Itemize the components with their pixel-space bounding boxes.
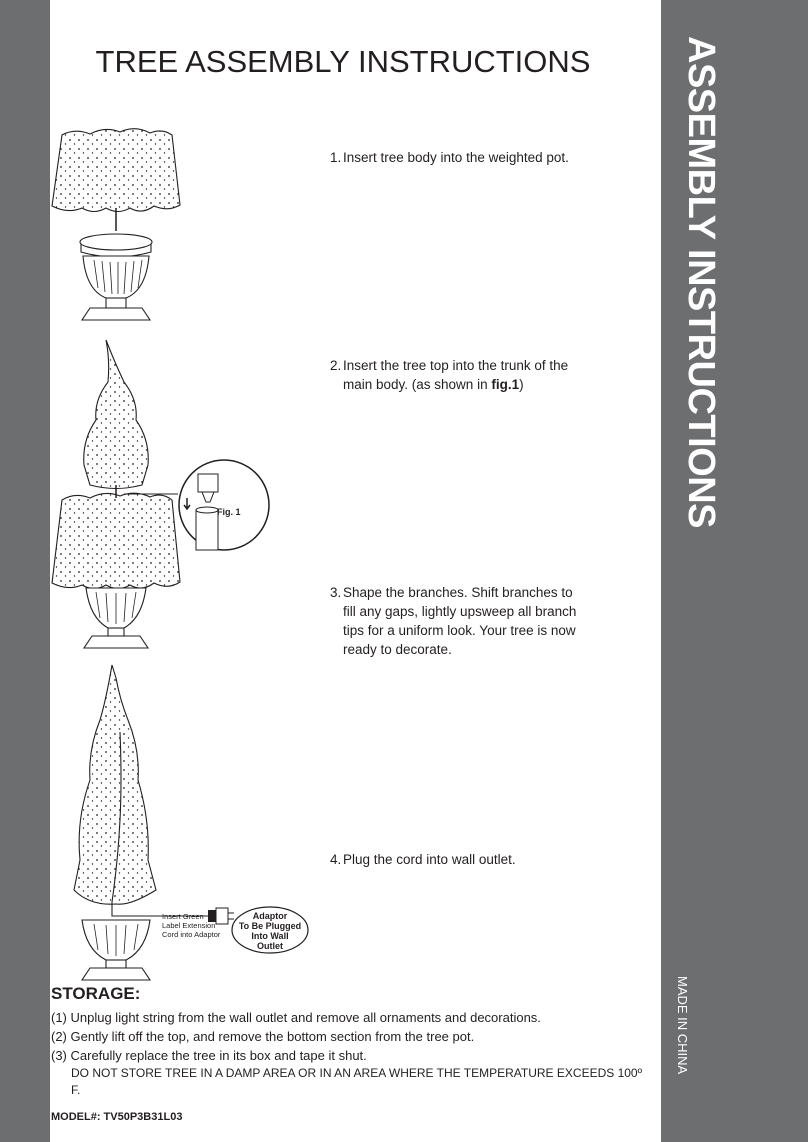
pot-illustration-3 [82,920,150,980]
storage-section [51,984,651,1099]
assembly-illustrations [50,120,320,985]
figure-label: Fig. 1 [217,507,241,517]
pot-illustration [80,234,152,320]
step-4: 4. Plug the cord into wall outlet. [330,852,516,867]
svg-text:Insert Green: Insert Green [162,912,204,921]
storage-warning: DO NOT STORE TREE IN A DAMP AREA OR IN AN AREA WHERE THE TEMPERATURE EXCEEDS 100º F. [71,1066,642,1097]
svg-text:Outlet: Outlet [257,941,283,951]
tree-body-illustration-2 [52,493,180,588]
tree-top-illustration [84,340,149,498]
svg-text:Cord into Adaptor: Cord into Adaptor [162,930,221,939]
svg-text:Into Wall: Into Wall [251,931,289,941]
left-gray-bar [0,0,50,1142]
step-1: 1. Insert tree body into the weighted pot. [330,150,569,165]
svg-text:Label Extension: Label Extension [162,921,216,930]
pot-illustration-2 [84,588,148,648]
svg-text:To Be Plugged: To Be Plugged [238,921,302,931]
page-title: TREE ASSEMBLY INSTRUCTIONS [95,44,591,79]
tree-body-illustration [52,129,180,231]
svg-text:Adaptor: Adaptor [252,911,288,921]
storage-line: (3) Carefully replace the tree in its box and tape it shut. [51,1048,367,1063]
step-2: 2. Insert the tree top into the trunk of the main body. (as shown in fig.1) [330,358,569,392]
storage-line: (2) Gently lift off the top, and remove the bottom section from the tree pot. [51,1029,475,1044]
full-tree-illustration [74,665,234,924]
storage-heading: STORAGE: [51,984,141,1003]
step-3: 3. Shape the branches. Shift branches to fill any gaps, lightly upsweep all branch tips for a uniform look. Your tree is now ready to decorate. [330,585,577,657]
storage-line: (1) Unplug light string from the wall outlet and remove all ornaments and decorations. [51,1010,541,1025]
model-number: MODEL#: TV50P3B31L03 [51,1111,183,1123]
adaptor-callout [232,907,308,953]
